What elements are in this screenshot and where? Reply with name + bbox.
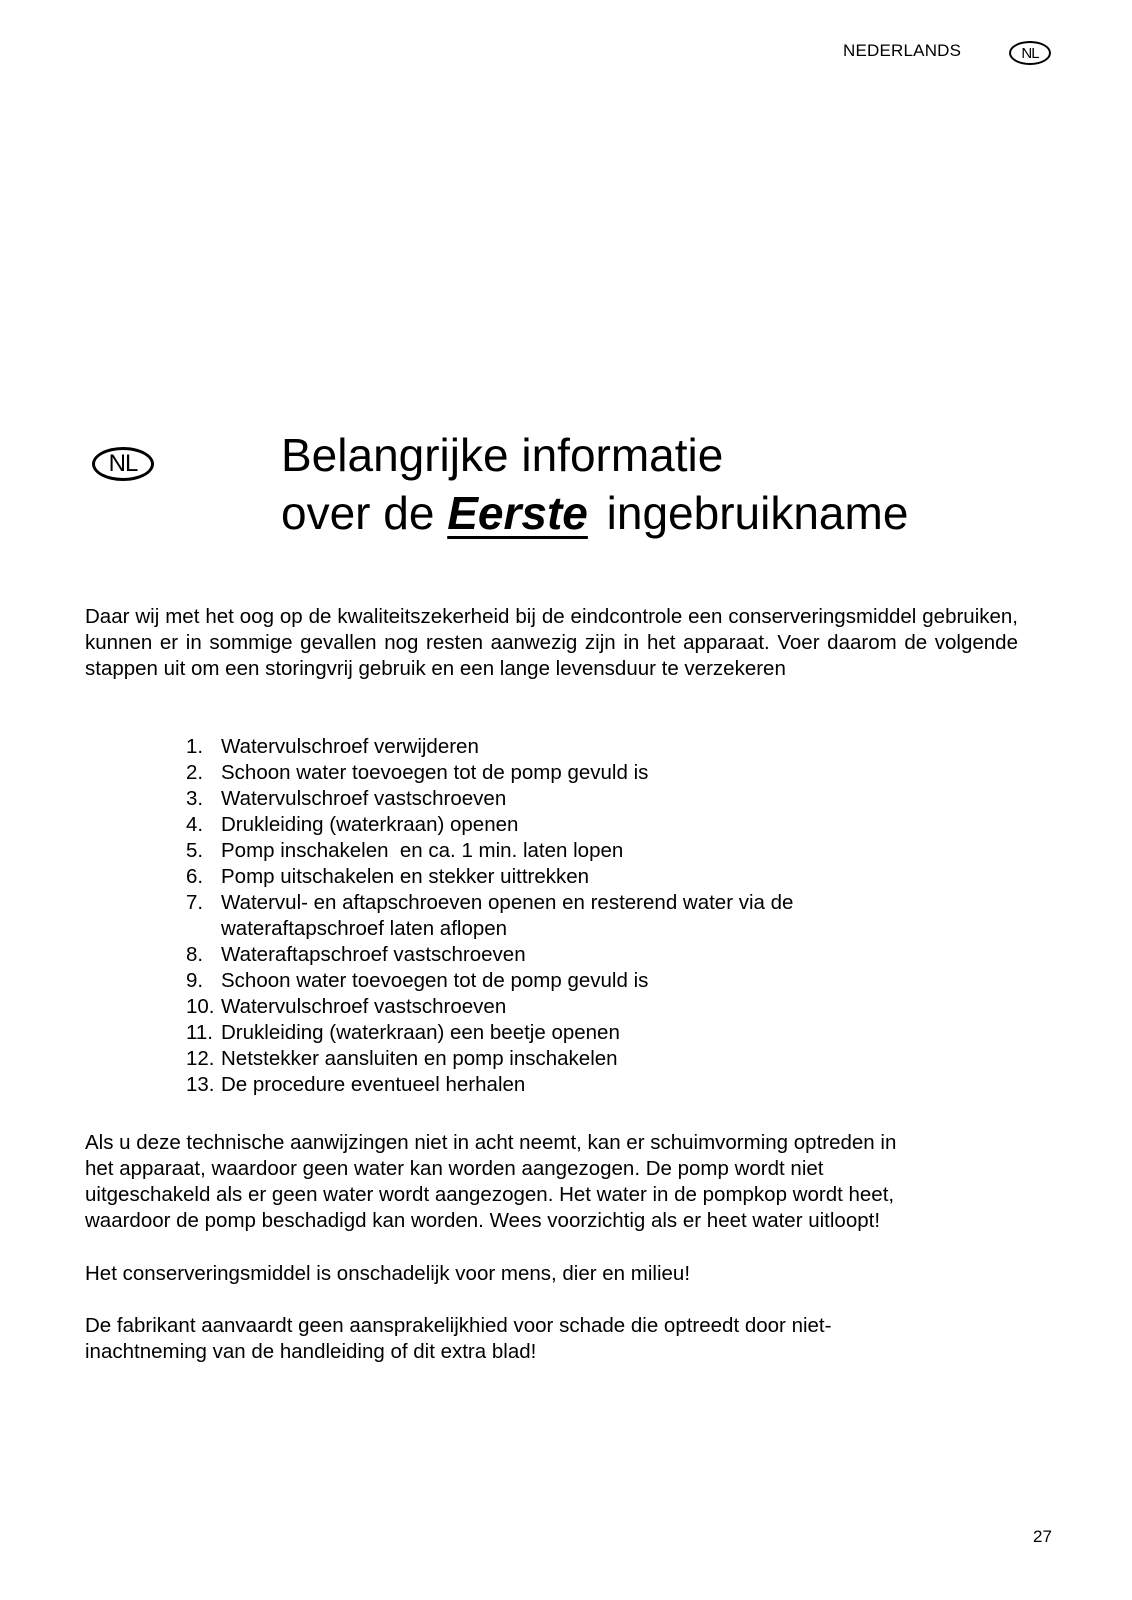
page-number: 27 (1033, 1527, 1052, 1546)
step-item (186, 838, 946, 864)
step-item (186, 786, 946, 812)
step-number: 11. (186, 1021, 213, 1044)
step-number: 4. (186, 813, 204, 836)
step-text: Wateraftapschroef vastschroeven (221, 943, 526, 966)
step-number: 7. (186, 891, 204, 914)
step-item (186, 968, 946, 994)
step-number: 13. (186, 1073, 215, 1096)
steps-list (186, 734, 946, 1098)
step-number: 3. (186, 787, 204, 810)
step-item (186, 812, 946, 838)
liability-paragraph (85, 1313, 1025, 1365)
title-line-1: Belangrijke informatie (281, 429, 724, 481)
step-number: 8. (186, 943, 204, 966)
step-number: 10. (186, 995, 215, 1018)
step-number: 1. (186, 735, 204, 758)
step-text: Drukleiding (waterkraan) openen (221, 813, 519, 836)
warning-line: waardoor de pomp beschadigd kan worden. Wees voorzichtig als er heet water uitloopt! (85, 1209, 881, 1232)
warning-line: uitgeschakeld als er geen water wordt aangezogen. Het water in de pompkop wordt heet, (85, 1183, 895, 1206)
step-item (186, 1072, 946, 1098)
step-number: 2. (186, 761, 204, 784)
step-text: Pomp inschakelen en ca. 1 min. laten lopen (221, 839, 624, 862)
step-item (186, 864, 946, 890)
nl-language-badge-icon: NL (1009, 41, 1051, 65)
step-text: Drukleiding (waterkraan) een beetje openen (221, 1021, 620, 1044)
step-text: Watervulschroef vastschroeven (221, 995, 507, 1018)
step-item (186, 942, 946, 968)
step-item (186, 734, 946, 760)
step-text: Schoon water toevoegen tot de pomp gevuld is (221, 969, 649, 992)
step-item (186, 890, 946, 942)
step-text: Watervulschroef vastschroeven (221, 787, 507, 810)
step-text: Pomp uitschakelen en stekker uittrekken (221, 865, 590, 888)
warning-paragraph (85, 1130, 1025, 1234)
step-text: Watervul- en aftapschroeven openen en resterend water via de wateraftapschroef laten aflopen (221, 891, 794, 940)
title-line-2 (281, 484, 908, 542)
step-item (186, 1046, 946, 1072)
liability-line: De fabrikant aanvaardt geen aansprakelijkhied voor schade die optreedt door niet- (85, 1314, 832, 1337)
step-number: 12. (186, 1047, 215, 1070)
nl-language-badge-large-icon: NL (92, 447, 154, 481)
header-language-label: NEDERLANDS (843, 41, 962, 60)
step-item (186, 1020, 946, 1046)
step-text: De procedure eventueel herhalen (221, 1073, 526, 1096)
step-item (186, 994, 946, 1020)
step-text: Schoon water toevoegen tot de pomp gevuld is (221, 761, 649, 784)
liability-line: inachtneming van de handleiding of dit extra blad! (85, 1340, 537, 1363)
title-line-2-prefix: over de (281, 487, 435, 539)
page-title (281, 426, 908, 542)
warning-line: het apparaat, waardoor geen water kan worden aangezogen. De pomp wordt niet (85, 1157, 824, 1180)
warning-line: Als u deze technische aanwijzingen niet in acht neemt, kan er schuimvorming optreden in (85, 1131, 897, 1154)
step-text: Watervulschroef verwijderen (221, 735, 479, 758)
step-text: Netstekker aansluiten en pomp inschakelen (221, 1047, 618, 1070)
harmless-paragraph: Het conserveringsmiddel is onschadelijk voor mens, dier en milieu! (85, 1262, 691, 1285)
step-item (186, 760, 946, 786)
step-number: 5. (186, 839, 204, 862)
intro-paragraph: Daar wij met het oog op de kwaliteitszekerheid bij de eindcontrole een conserveringsmiddel gebruiken, kunnen er in sommige gevallen nog resten aanwezig zijn in het apparaat. Voer daarom de volgende stappen uit om een storingvrij gebruik en een lange levensduur te verzekeren (85, 605, 1018, 680)
title-emphasis: Eerste (447, 487, 588, 539)
title-line-2-suffix: ingebruikname (606, 487, 909, 539)
step-number: 9. (186, 969, 204, 992)
step-number: 6. (186, 865, 204, 888)
